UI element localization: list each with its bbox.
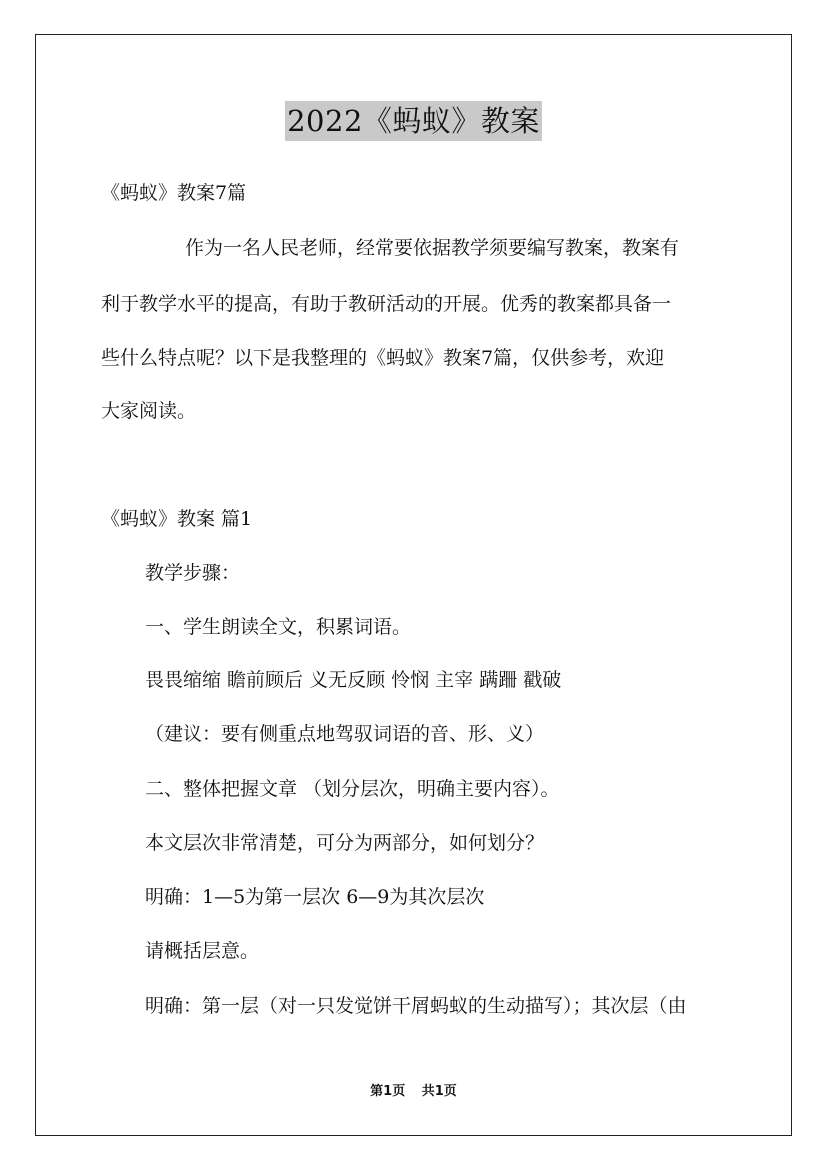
intro-line: 大家阅读。 [101,400,197,422]
body-line: （建议：要有侧重点地驾驭词语的音、形、义） [145,723,545,745]
body-line: 明确：1—5为第一层次 6—9为其次层次 [145,886,485,908]
body-line: 明确：第一层（对一只发觉饼干屑蚂蚁的生动描写）；其次层（由 [145,995,687,1017]
page-footer [0,1083,827,1101]
title-container [0,101,827,141]
page-total: 共1页 [421,1084,457,1099]
document-title: 2022《蚂蚁》教案 [285,101,542,141]
body-line: 一、学生朗读全文，积累词语。 [145,616,412,638]
vocabulary-line: 畏畏缩缩 瞻前顾后 义无反顾 怜悯 主宰 蹒跚 戳破 [145,669,562,691]
body-line: 本文层次非常清楚，可分为两部分，如何划分？ [145,832,545,854]
page-number: 第1页 [370,1084,406,1099]
intro-line: 作为一名人民老师，经常要依据教学须要编写教案，教案有 [185,237,680,259]
section-heading: 《蚂蚁》教案 篇1 [101,508,253,530]
body-line: 二、整体把握文章 （划分层次，明确主要内容）。 [145,778,560,800]
intro-line: 利于教学水平的提高，有助于教研活动的开展。优秀的教案都具备一 [101,293,672,315]
intro-line: 些什么特点呢？以下是我整理的《蚂蚁》教案7篇，仅供参考，欢迎 [101,347,665,369]
body-line: 请概括层意。 [145,940,260,962]
body-line: 教学步骤： [145,562,241,584]
subtitle: 《蚂蚁》教案7篇 [101,182,247,204]
